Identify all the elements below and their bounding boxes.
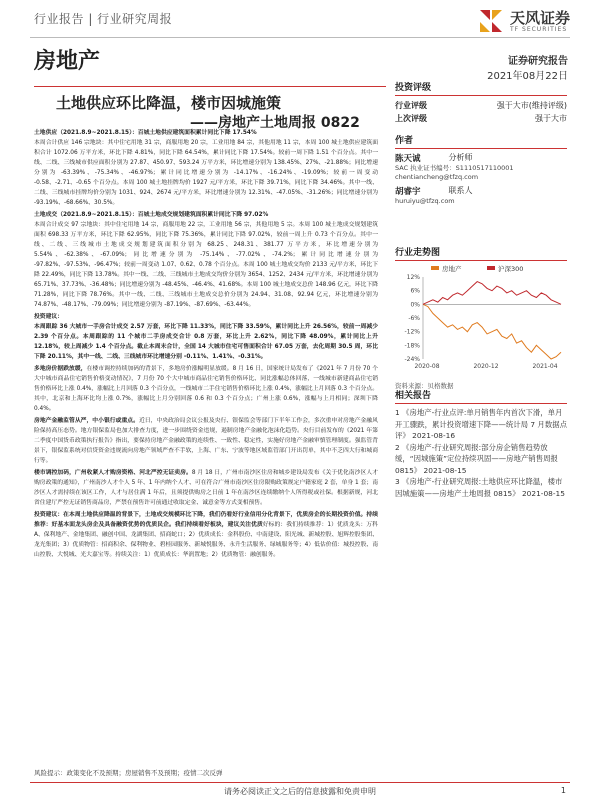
para-land-supply-heading: 土地供应（2021.8.9~2021.8.15）：百城土地供应建筑面积累计同比下降 17.54% bbox=[34, 130, 257, 136]
x-tick-label: 2020-12 bbox=[473, 363, 499, 370]
y-tick-label: -24% bbox=[404, 356, 420, 363]
y-tick-label: 0% bbox=[410, 301, 420, 309]
para-recommendation bbox=[34, 510, 378, 560]
report-type: 证券研究报告 bbox=[508, 56, 568, 67]
legend-label: 沪深300 bbox=[498, 265, 524, 273]
series-line-csi300 bbox=[423, 282, 561, 305]
analyst1-row bbox=[395, 152, 567, 164]
analyst2-email[interactable]: huruiyu@tfzq.com bbox=[395, 197, 455, 205]
chart-section bbox=[395, 245, 567, 390]
para-land-deal-heading: 土地成交（2021.8.9~2021.8.15）：百城土地成交规划建筑面积累计同比下降 97.02% bbox=[34, 212, 269, 218]
analyst2-name: 胡睿宇 bbox=[395, 187, 421, 197]
para-recommendation-text: 好标的：我们持续推荐：1）优质龙头：万科 A、保利地产、金地集团、融创中国、龙湖集团、招商蛇口；2）优质成长：金科股份、中南建设、阳光城、新城控股、旭辉控股集团、龙光集团；3）优质物管：招商积余、保利物业、碧桂园服务、新城悦服务、永升生活服务、绿城服务等；4）低估价值：城投控股、南山控股、大悦城、光大嘉宝等。持续关注：1）优质成长：华润置地；2）优质物管：融创服务。 bbox=[34, 522, 378, 558]
analyst2-role: 联系人 bbox=[448, 186, 473, 195]
para-policy bbox=[34, 468, 378, 508]
y-tick-label: 12% bbox=[406, 274, 420, 281]
related-title: 相关报告 bbox=[395, 391, 432, 401]
series-line-real-estate bbox=[423, 304, 561, 359]
analyst-rule bbox=[395, 148, 567, 149]
para-price-heading: 多地房价据跌放缓， bbox=[34, 366, 87, 372]
para-land-deal bbox=[34, 210, 378, 310]
para-policy-heading: 楼市调控加码，广州收紧人才购房资格、河北严控无证卖房。 bbox=[34, 470, 192, 476]
chart-rule bbox=[395, 260, 567, 261]
y-tick-label: 6% bbox=[410, 287, 420, 295]
industry-rating-row bbox=[395, 99, 567, 112]
page-number: 1 bbox=[560, 786, 566, 795]
company-logo bbox=[476, 6, 570, 36]
para-price bbox=[34, 364, 378, 414]
related-report-item[interactable]: 2 《房地产-行业研究周报:部分房企销售趋势放缓，“因城施策”定位持续巩固——房地产销售周报 0815》 2021-08-15 bbox=[395, 442, 558, 475]
title-rule bbox=[34, 86, 386, 87]
report-date: 2021年08月22日 bbox=[487, 71, 568, 82]
header-divider bbox=[30, 37, 570, 38]
para-invest-suggest bbox=[34, 312, 378, 362]
report-subtitle: ——房地产土地周报 0822 bbox=[190, 115, 360, 131]
footer-disclaimer: 请务必阅读正文之后的信息披露和免责申明 bbox=[224, 787, 376, 796]
para-invest-heading: 投资建议： bbox=[34, 314, 63, 320]
sidebar bbox=[395, 80, 567, 206]
analyst1-name: 陈天诚 bbox=[395, 154, 421, 164]
para-finance-text: 近日，中央政治局会议公报及央行、银保监会等部门下半年工作会，多次重申对房地产金融风险保持高压态势。地方银保监局也加大排查力度，进一步围绕资金违规，遏制房地产金融化泡沫化趋势。央行目前发布的《2021 年第二季度中国货币政策执行报告》指出，要保持房地产金融政策的连续性、一致性、稳定性，实施好房地产金融审慎管理制度。强监管背景下，银保监系统对信贷资金违规流向房地产领域严查不手软，上海、广东、宁波等地区域监管部门开出罚单，其中不乏四大行和城商行等。 bbox=[34, 418, 378, 464]
rating-section-title: 投资评级 bbox=[395, 83, 432, 93]
footer-rule bbox=[30, 782, 570, 783]
logo-mark-icon bbox=[476, 6, 506, 36]
para-price-text: 在楼市调控持续加码的背景下，多地房价涨幅明显放缓。8 月 16 日，国家统计局发布了《2021 年 7 月份 70 个大中城市商品住宅销售价格变动情况》，7 月份 70 个大中城市商品住宅销售价格环比、同比涨幅总体回落，一线城市新建商品住宅销售价格环比上涨 0.4%，涨幅比上月回落 0.3 个百分点，一线城市二手住宅销售价格环比上涨 0.4%，涨幅比上月回落 0.3 个百分点。其中，北京和上海环比均上涨 0.7%，涨幅比上月分别回落 0.6 和 0.3 个百分点；广州上涨 0.6%，涨幅与上月相同；深圳下降 0.4%。 bbox=[34, 366, 378, 412]
related-report-item[interactable]: 3 《房地产-行业研究周报:土地供应环比降温，楼市因城施策——房地产土地周报 0815》 2021-08-15 bbox=[395, 477, 565, 498]
report-category-label: 行业报告 | 行业研究周报 bbox=[34, 12, 173, 26]
prev-rating-label: 上次评级 bbox=[395, 114, 427, 123]
legend-label: 房地产 bbox=[442, 265, 462, 273]
chart-source: 资料来源：贝格数据 bbox=[395, 382, 454, 390]
logo-name-en: TF SECURITIES bbox=[509, 25, 568, 33]
industry-trend-chart bbox=[395, 263, 567, 375]
y-tick-label: -18% bbox=[404, 342, 420, 350]
x-tick-label: 2020-08 bbox=[414, 363, 440, 370]
report-body bbox=[34, 128, 378, 560]
legend-swatch bbox=[487, 266, 495, 270]
prev-rating-row bbox=[395, 112, 567, 125]
report-title: 土地供应环比降温，楼市因城施策 bbox=[56, 94, 282, 112]
para-recommendation-heading: 投资建议：在本周土地供应降温的背景下，土地成交规模环比下降，我们仍看好行业信用分化背景下，优质房企的长期投资价值。持续推荐：好基本面龙头房企及具备融资优势的优质民企。我们持续看好板块，建议关注优质 bbox=[34, 512, 378, 528]
sector-title: 房地产 bbox=[34, 49, 101, 74]
analyst1-role: 分析师 bbox=[448, 153, 473, 162]
y-tick-label: -6% bbox=[408, 315, 420, 322]
prev-rating-value: 强于大市 bbox=[535, 114, 567, 123]
risk-warning: 风险提示：政策变化不及预期；房屋销售不及预期；疫情二次反弹 bbox=[34, 769, 223, 777]
para-land-supply-text: 本周合计供应 146 宗地块：其中住宅用地 31 宗，商服用地 20 宗，工业用地 84 宗，其他用地 11 宗，本周 100 城土地供应建筑面积合计 1072.06 万平方米，环比下降 4.81%，同比下降 64.54%，累计同比下降 17.54%。较前一周下降 1.51 个百分点。其中一线、二线、三线城市供应面积分别为 27.87、450.97、593.24 万平方米，环比增速分别为 138.45%、27%、-21.88%；同比增速分别为 -63.39%、-75.34%、-46.97%；累计同比增速分别为 -14.17%、-16.24%、-19.09%；较前一周变动 -0.58、-2.71、-0.65 个百分点。本周 100 城土地挂牌均价 1927 元/平方米，环比下降 39.71%，同比下降 34.46%。其中一线、二线、三线城市挂牌均价分别为 1031、924、2674 元/平方米，环比增速分别为 12.31%、-47.05%、-31.26%；同比增速分别为 -93.19%、-68.66%、30.5%。 bbox=[34, 140, 378, 206]
analyst1-email[interactable]: chentiancheng@tfzq.com bbox=[395, 173, 479, 181]
y-tick-label: -12% bbox=[404, 328, 420, 336]
related-section bbox=[395, 388, 567, 499]
analyst1-sac: SAC 执业证书编号：S1110517110001 bbox=[395, 164, 514, 172]
rating-rule bbox=[395, 95, 567, 96]
related-report-item[interactable]: 1 《房地产-行业点评:单月销售年内首次下滑，单月开工骤跌，累计投资增速下降——统计局 7 月数据点评》 2021-08-16 bbox=[395, 408, 567, 440]
analyst2-row bbox=[395, 185, 567, 197]
para-finance bbox=[34, 416, 378, 466]
logo-name-cn: 天风证券 bbox=[509, 8, 570, 27]
analyst-section-title: 作者 bbox=[395, 136, 414, 146]
x-tick-label: 2021-04 bbox=[532, 363, 558, 370]
para-land-supply bbox=[34, 128, 378, 208]
related-rule bbox=[395, 403, 567, 404]
para-land-deal-text: 本周合计成交 97 宗地块：其中住宅用地 14 宗，商服用地 22 宗，工业用地 56 宗，其他用地 5 宗。本周 100 城土地成交规划建筑面积 698.33 万平方米，环比下降 62.95%，同比下降 75.36%，累计同比下降 97.02%，较前一周上升 0.73 个百分点。其中一线、二线、三线城市土地成交规划建筑面积分别为 68.25、248.31、381.77 万平方米，环比增速分别为 5.54%、-62.38%、-67.09%；同比增速分别为 -75.14%、-77.02%、-74.2%；累计同比增速分别为 -97.82%、-97.53%、-96.47%；较前一周变动 1.07、0.62、0.78 个百分点。本周 100 城土地成交均价 2133 元/平方米，环比下降 22.49%，同比下降 13.78%。其中一线、二线、三线城市土地成交均价分别为 3654、1252、2434 元/平方米，环比增速分别为 65.71%、37.73%、-36.48%；同比增速分别为 -48.45%、-46.4%、41.68%。本周 100 城土地成交总价 148.96 亿元，环比下降 71.28%，同比下降 78.76%。其中一线、二线、三线城市土地成交总价分别为 24.94、31.08、92.94 亿元，环比增速分别为 74.87%、-48.17%、-79.09%；同比增速分别为 -87.19%、-87.69%、-63.44%。 bbox=[34, 222, 378, 308]
para-policy-text: 8 月 18 日，广州市南沙区住房和城乡建设局发布《关于优化南沙区人才购房政策的通知》，广州南沙人才个人 5 年、1 年内纳个人才、可在符合广州市南沙区住房限购政策规定户籍家庭 2 套，单身 1 套；南沙区人才需持续在该区工作，人才与居住满 1 年后，且须提供购房之日前 1 年在南沙区连续缴纳个人所得税或社保。根据新规，河北省住建厅严控无证销售商品房，严禁在预售许可前通过收取定金、诚意金等方式变相预售。 bbox=[34, 470, 378, 506]
industry-rating-value: 强于大市(维持评级) bbox=[496, 101, 567, 110]
chart-title: 行业走势图 bbox=[395, 248, 441, 258]
industry-rating-label: 行业评级 bbox=[395, 101, 427, 110]
para-invest-text: 本周跟踪 36 大城市一手房合计成交 2.57 万套，环比下降 11.33%，同比下降 33.59%，累计同比上升 26.56%，较前一周减少 2.39 个百分点。本周跟踪的 11 个城市二手房成交合计 0.8 万套，环比上升 2.62%，同比下降 48.09%，累计同比上升 12.18%，较上周减少 1.4 个百分点。截止本周末合计，全国 14 大城市住宅可售面积合计 67.05 万套，去化周期 30.5 周，环比下降 20.11%，其中一线、二线、三线城市环比增速分别 -0.11%、1.41%、-0.31%。 bbox=[34, 324, 378, 360]
para-finance-heading: 房地产金融监管从严，中小银行或重点。 bbox=[34, 418, 139, 424]
legend-swatch bbox=[431, 266, 439, 270]
